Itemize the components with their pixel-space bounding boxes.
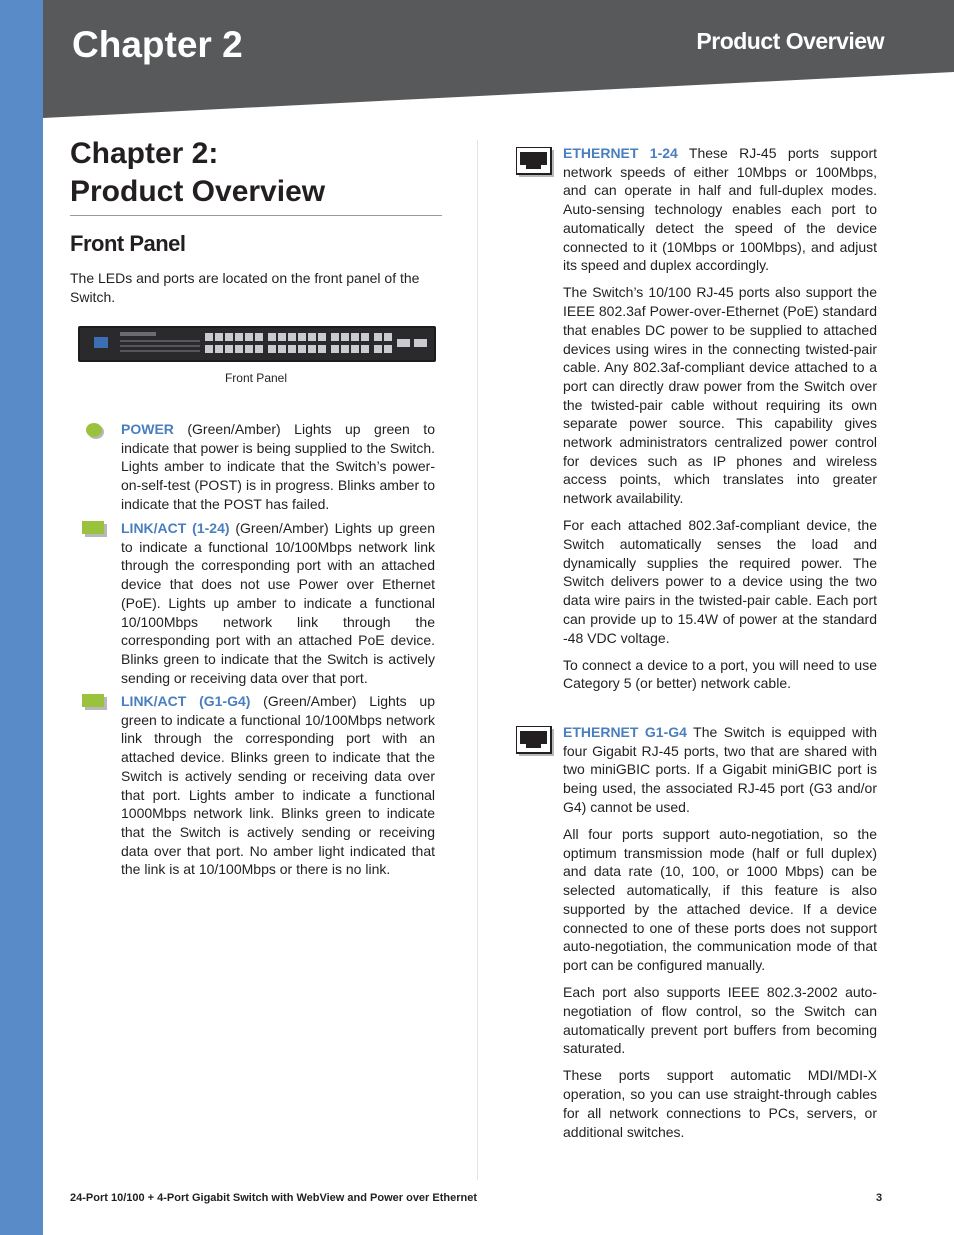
led-item-link-act-g1-g4 — [121, 692, 435, 879]
intro-text: The LEDs and ports are located on the front panel of the Switch. — [70, 270, 420, 305]
led-desc: (Green/Amber) Lights up green to indicate a functional 10/100Mbps network link through the corresponding port with an attached device. Blinks green to indicate that the Switch is actively sending or receiving data over that port. Lights amber to indicate a functional 1000Mbps network link. Blinks green to indicate that the Switch is actively sending or receiving data over that port. No amber light indicated that the link is at 10/100Mbps or there is no link. — [121, 693, 435, 878]
ethernet-1-24-label: ETHERNET 1-24 — [563, 145, 678, 161]
left-sidebar-strip — [0, 0, 43, 1235]
ethernet-port-icon — [516, 726, 554, 756]
page-title-line2: Product Overview — [70, 175, 326, 208]
led-label: POWER — [121, 421, 174, 437]
column-divider — [477, 140, 478, 1180]
front-panel-heading: Front Panel — [70, 231, 186, 256]
ethernet-port-icon — [516, 147, 554, 177]
led-label: LINK/ACT (1-24) — [121, 520, 230, 536]
footer-title: 24-Port 10/100 + 4-Port Gigabit Switch with WebView and Power over Ethernet — [70, 1192, 478, 1204]
ethernet-1-24-text: These RJ-45 ports support network speeds of either 10Mbps or 100Mbps, and can operate in half and full-duplex modes. Auto-sensing technology enables each port to automatically detect the speed of the device connected to it (10Mbps or 100Mbps), and adjust its speed and duplex accordingly. — [563, 145, 877, 274]
chapter-label: Chapter 2 — [72, 24, 243, 65]
mdi-paragraph: These ports support automatic MDI/MDI-X operation, so you can use straight-through cables for all network connections to PCs, servers, or additional switches. — [563, 1067, 877, 1140]
power-paragraph: For each attached 802.3af-compliant device, the Switch automatically senses the load and dynamically supplies the required power. The Switch delivers power to a device using the two data wire pairs in the twisted-pair cable. Each port can provide up to 15.4W of power at the standard -48 VDC voltage. — [563, 517, 877, 646]
ethernet-g1-g4-text: The Switch is equipped with four Gigabit RJ-45 ports, two that are shared with two miniGBIC ports. If a Gigabit miniGBIC port is being used, the associated RJ-45 port (G3 and/or G4) cannot be used. — [563, 724, 877, 815]
section-label: Product Overview — [696, 28, 884, 54]
figure-caption: Front Panel — [224, 371, 288, 385]
page-title-line1: Chapter 2: — [70, 137, 219, 170]
led-desc: (Green/Amber) Lights up green to indicate that power is being supplied to the Switch. Lights amber to indicate that the Switch’s power-on-self-test (POST) is in progress. Blinks amber to indicate that the POST has failed. — [121, 421, 435, 512]
cable-paragraph: To connect a device to a port, you will need to use Category 5 (or better) network cable. — [563, 656, 877, 692]
led-rect-green-icon — [81, 692, 109, 717]
autoneg-paragraph: All four ports support auto-negotiation, so the optimum transmission mode (half or full duplex) and data rate (10, 100, or 1000 Mbps) can be selected automatically, if this feature is also supported by the attached device. If a device connected to one of these ports does not support auto-negotiation, the communication mode of that port can be configured manually. — [563, 826, 877, 973]
led-round-green-icon — [84, 421, 106, 446]
led-item-power — [121, 420, 435, 514]
page-title — [70, 135, 442, 216]
ethernet-g1-g4-label: ETHERNET G1-G4 — [563, 724, 687, 740]
flow-control-paragraph: Each port also supports IEEE 802.3-2002 auto-negotiation of flow control, so the Switch can automatically prevent port buffers from becoming saturated. — [563, 984, 877, 1057]
led-item-link-act-1-24 — [121, 519, 435, 687]
led-desc: (Green/Amber) Lights up green to indicate a functional 10/100Mbps network link through the corresponding port with an attached device that does not use Power over Ethernet (PoE). Lights up amber to indicate a functional 10/100Mbps network link through the corresponding port with an attached PoE device. Blinks green to indicate that the Switch is actively sending or receiving data over that port. — [121, 520, 435, 686]
ethernet-1-24-section — [563, 144, 877, 702]
ethernet-g1-g4-section — [563, 723, 877, 1150]
front-panel-image — [78, 326, 436, 362]
led-label: LINK/ACT (G1-G4) — [121, 693, 251, 709]
poe-paragraph: The Switch’s 10/100 RJ-45 ports also support the IEEE 802.3af Power-over-Ethernet (PoE) standard that enables DC power to be supplied to attached devices using wires in the connecting twisted-pair cable. Any 802.3af-compliant device attached to a port can directly draw power from the Switch over the twisted-pair cable without requiring its own separate power source. This capability gives network administrators centralized power control for devices such as IP phones and wireless access points, which translates into greater network availability. — [563, 284, 877, 507]
led-rect-green-icon — [81, 519, 109, 544]
page-number: 3 — [876, 1192, 883, 1204]
